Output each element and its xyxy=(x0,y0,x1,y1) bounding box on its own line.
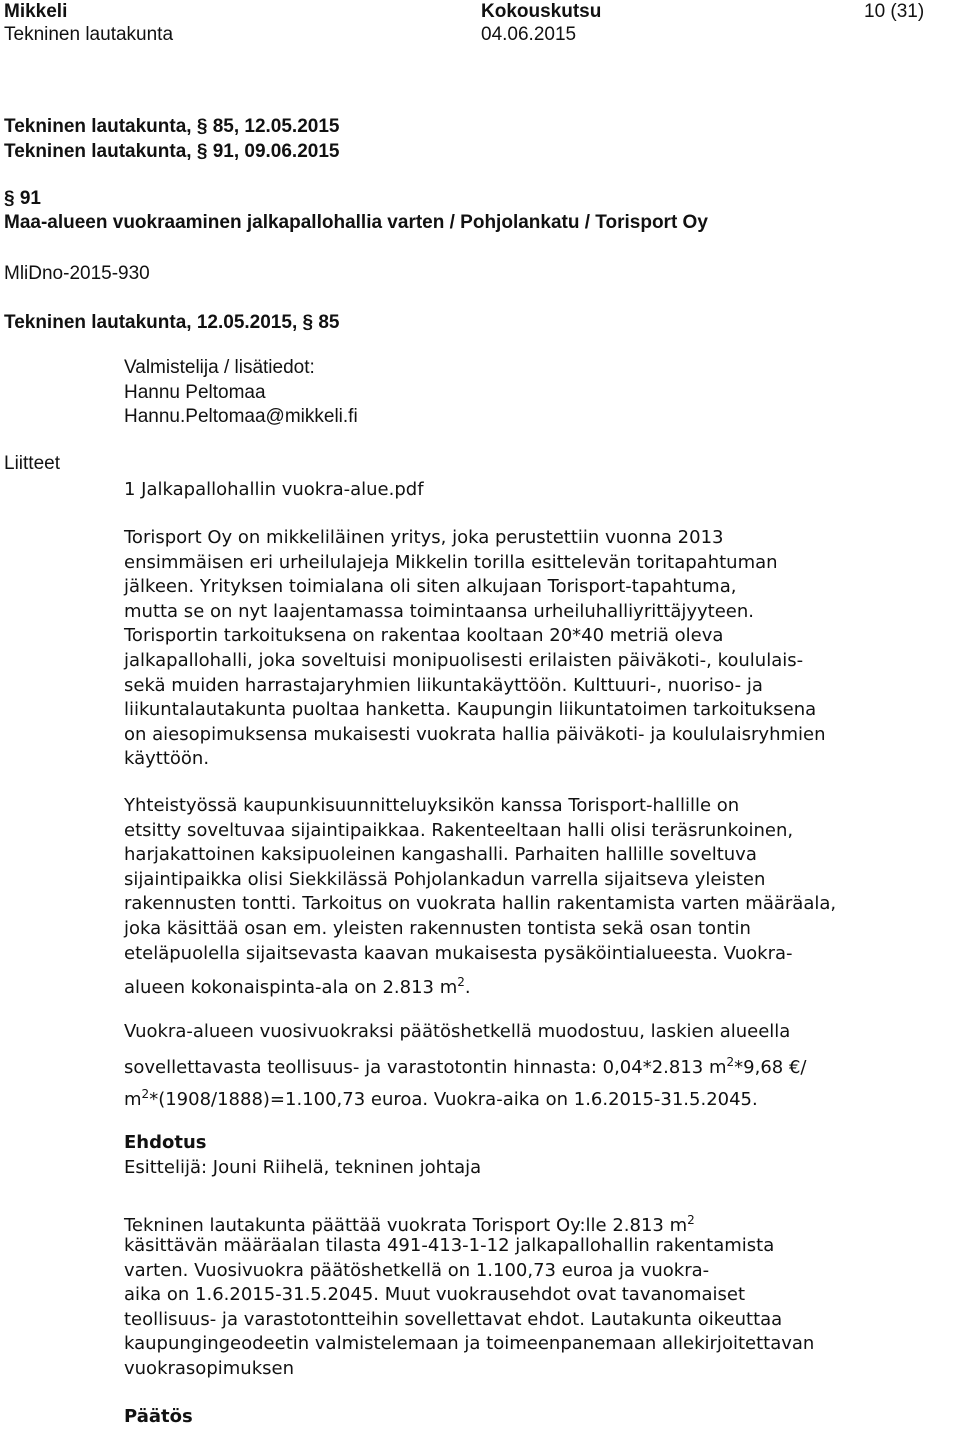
prior-reference: Tekninen lautakunta, 12.05.2015, § 85 xyxy=(4,312,340,333)
proposal-text-line-1: Tekninen lautakunta päättää vuokrata Torisport Oy:lle 2.813 $m^2$ xyxy=(124,1213,695,1236)
proposal-text: käsittävän määräalan tilasta 491-413-1-12 jalkapallohallin rakentamista varten. Vuosivuokra päätöshetkellä on 1.100,73 euroa ja vuokra- aika on 1.6.2015-31.5.2045. Muut vuokrausehdot ovat tavanomaiset teollisuus- ja varastotontteihin sovellettavat ehdot. Lautakunta oikeuttaa kaupungingeodeetin valmistelemaan ja toimeenpanemaan allekirjoitettavan vuokrasopimuksen xyxy=(124,1235,815,1379)
proposal-presenter: Esittelijä: Jouni Riihelä, tekninen johtaja xyxy=(124,1157,482,1178)
section-number: § 91 xyxy=(4,188,41,209)
paragraph-location: Yhteistyössä kaupunkisuunnitteluyksikön kanssa Torisport-hallille on etsitty soveltuvaa sijaintipaikkaa. Rakenteeltaan halli olisi teräsrunkoinen, harjakattoinen kaksipuoleinen kangashalli. Parhaiten hallille soveltuva sijaintipaikka olisi Siekkilässä Pohjolankadun varrella sijaitseva yleisten rakennusten tontti. Tarkoitus on vuokrata hallin rakentamista varten määräala, joka käsittää osan em. yleisten rakennusten tontista sekä osan tontin eteläpuolella sijaitsevasta kaavan mukaisesta pysäköintialueesta. Vuokra- xyxy=(124,795,837,964)
preparer-block xyxy=(124,356,924,430)
committee-name: Tekninen lautakunta xyxy=(4,24,174,45)
org-name: Mikkeli xyxy=(4,1,68,22)
reference-2: Tekninen lautakunta, § 91, 09.06.2015 xyxy=(4,141,340,162)
attachment-item: 1 Jalkapallohallin vuokra-alue.pdf xyxy=(124,479,424,500)
preparer-label: Valmistelija / lisätiedot: xyxy=(124,357,315,378)
paragraph-area: alueen kokonaispinta-ala on 2.813 $m^2$. xyxy=(124,975,471,998)
preparer-name: Hannu Peltomaa xyxy=(124,381,266,403)
page-number: 10 (31) xyxy=(864,1,925,22)
decision-heading: Päätös xyxy=(124,1406,193,1427)
paragraph-rent-line-3: $m^2*(1908/1888)=1.100,73$ euroa. Vuokra-aika on 1.6.2015-31.5.2045. xyxy=(124,1087,758,1110)
paragraph-company: Torisport Oy on mikkeliläinen yritys, joka perustettiin vuonna 2013 ensimmäisen eri urheilulajeja Mikkelin torilla esittelevän toritapahtuman jälkeen. Yrityksen toimialana oli siten alkujaan Torisport-tapahtuma, mutta se on nyt laajentamassa toimintaansa urheiluhalliyrittäjyyteen. Torisportin tarkoituksena on rakentaa kooltaan 20*40 metriä oleva jalkapallohalli, joka soveltuisi monipuolisesti erilaisten päiväkoti-, koululais- sekä muiden harrastajaryhmien liikuntakäyttöön. Kulttuuri-, nuoriso- ja liikuntalautakunta puoltaa hanketta. Kaupungin liikuntatoimen tarkoituksena on aiesopimuksensa mukaisesti vuokrata hallia päiväkoti- ja koululaisryhmien käyttöön. xyxy=(124,527,826,770)
preparer-email: Hannu.Peltomaa@mikkeli.fi xyxy=(124,406,358,427)
diary-number: MliDno-2015-930 xyxy=(4,263,150,284)
paragraph-rent-line-1: Vuokra-alueen vuosivuokraksi päätöshetkellä muodostuu, laskien alueella xyxy=(124,1021,791,1042)
section-title: Maa-alueen vuokraaminen jalkapallohallia varten / Pohjolankatu / Torisport Oy xyxy=(4,212,708,233)
attachments-label: Liitteet xyxy=(4,453,60,474)
meeting-date: 04.06.2015 xyxy=(481,24,577,45)
document-type: Kokouskutsu xyxy=(481,1,602,22)
document-header xyxy=(0,0,960,50)
proposal-heading: Ehdotus xyxy=(124,1132,207,1153)
reference-1: Tekninen lautakunta, § 85, 12.05.2015 xyxy=(4,116,340,137)
paragraph-rent-line-2: sovellettavasta teollisuus- ja varastotontin hinnasta: 0,04*2.813 $m^2*9,68$ €/ xyxy=(124,1055,807,1078)
